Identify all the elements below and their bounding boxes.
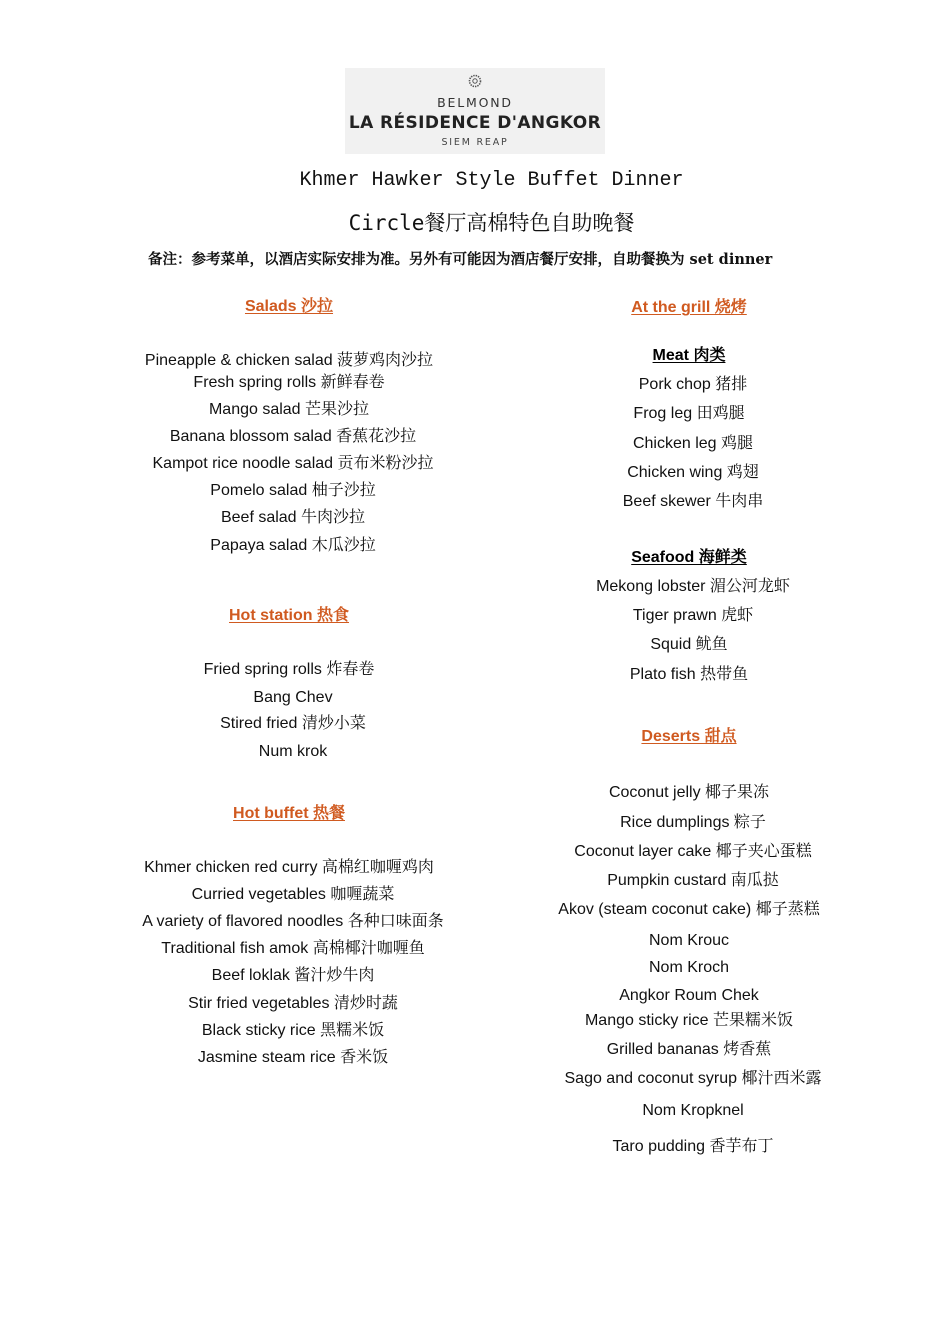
- menu-item: Angkor Roum Chek: [619, 987, 759, 1004]
- menu-item: Nom Krouc: [648, 932, 730, 949]
- menu-item: Beef salad 牛肉沙拉: [220, 509, 366, 526]
- section-heading-hot-station: Hot station 热食: [229, 607, 349, 624]
- menu-item: Frog leg 田鸡腿: [633, 405, 745, 422]
- menu-note: 备注：参考菜单，以酒店实际安排为准。另外有可能因为酒店餐厅安排，自助餐换为 set dinner: [148, 251, 773, 268]
- menu-item: Grilled bananas 烤香蕉: [606, 1041, 772, 1058]
- menu-title-chinese: Circle餐厅高棉特色自助晚餐: [348, 211, 635, 235]
- menu-item: Coconut layer cake 椰子夹心蛋糕: [574, 843, 812, 860]
- hotel-logo: [345, 68, 605, 154]
- menu-item: Chicken leg 鸡腿: [632, 435, 754, 452]
- menu-item: Fresh spring rolls 新鲜春卷: [193, 374, 385, 391]
- logo-location: SIEM REAP: [441, 137, 509, 148]
- menu-item: Curried vegetables 咖喱蔬菜: [191, 886, 395, 903]
- menu-item: Kampot rice noodle salad 贡布米粉沙拉: [152, 455, 434, 472]
- menu-item: Coconut jelly 椰子果冻: [608, 784, 770, 801]
- menu-item: Beef loklak 酱汁炒牛肉: [211, 967, 375, 984]
- belmond-emblem-icon: [468, 74, 482, 88]
- menu-item: Pork chop 猪排: [638, 376, 748, 393]
- menu-item: Black sticky rice 黑糯米饭: [201, 1022, 385, 1039]
- menu-item: Tiger prawn 虎虾: [632, 607, 754, 624]
- menu-item: Banana blossom salad 香蕉花沙拉: [169, 428, 417, 445]
- subheading-seafood: Seafood 海鲜类: [631, 549, 747, 566]
- menu-item: Stir fried vegetables 清炒时蔬: [188, 995, 398, 1012]
- section-heading-hot-buffet: Hot buffet 热餐: [233, 805, 345, 822]
- menu-item: Beef skewer 牛肉串: [622, 493, 764, 510]
- menu-item: Fried spring rolls 炸春卷: [203, 661, 375, 678]
- menu-item: Nom Kropknel: [642, 1102, 744, 1119]
- menu-item: Akov (steam coconut cake) 椰子蒸糕: [558, 901, 820, 918]
- menu-item: Rice dumplings 粽子: [620, 814, 766, 831]
- menu-item: Pomelo salad 柚子沙拉: [210, 482, 376, 499]
- menu-item: Papaya salad 木瓜沙拉: [210, 537, 376, 554]
- menu-item: A variety of flavored noodles 各种口味面条: [142, 913, 444, 930]
- menu-item: Traditional fish amok 高棉椰汁咖喱鱼: [161, 940, 425, 957]
- menu-item: Stired fried 清炒小菜: [220, 715, 366, 732]
- menu-title-english: Khmer Hawker Style Buffet Dinner: [299, 169, 684, 192]
- menu-item: Chicken wing 鸡翅: [627, 464, 759, 481]
- subheading-meat: Meat 肉类: [652, 347, 726, 364]
- menu-item: Plato fish 热带鱼: [629, 666, 749, 683]
- logo-hotel-name: LA RÉSIDENCE D'ANGKOR: [348, 113, 602, 133]
- menu-item: Nom Kroch: [648, 959, 730, 976]
- menu-item: Num krok: [258, 743, 328, 760]
- logo-brand: BELMOND: [437, 95, 513, 110]
- menu-item: Sago and coconut syrup 椰汁西米露: [564, 1070, 822, 1087]
- menu-item: Mekong lobster 湄公河龙虾: [596, 578, 790, 595]
- menu-item: Mango salad 芒果沙拉: [208, 401, 370, 418]
- menu-item: Taro pudding 香芋布丁: [612, 1138, 774, 1155]
- menu-item: Mango sticky rice 芒果糯米饭: [584, 1012, 794, 1029]
- section-heading-deserts: Deserts 甜点: [641, 728, 737, 745]
- menu-item: Pumpkin custard 南瓜挞: [607, 872, 779, 889]
- menu-item: Jasmine steam rice 香米饭: [197, 1049, 389, 1066]
- menu-item: Squid 鱿鱼: [650, 636, 728, 653]
- section-heading-salads: Salads 沙拉: [244, 298, 334, 315]
- menu-item: Pineapple & chicken salad 菠萝鸡肉沙拉: [144, 352, 434, 369]
- menu-item: Bang Chev: [253, 689, 333, 706]
- menu-item: Khmer chicken red curry 高棉红咖喱鸡肉: [144, 859, 434, 876]
- section-heading-grill: At the grill 烧烤: [631, 299, 747, 316]
